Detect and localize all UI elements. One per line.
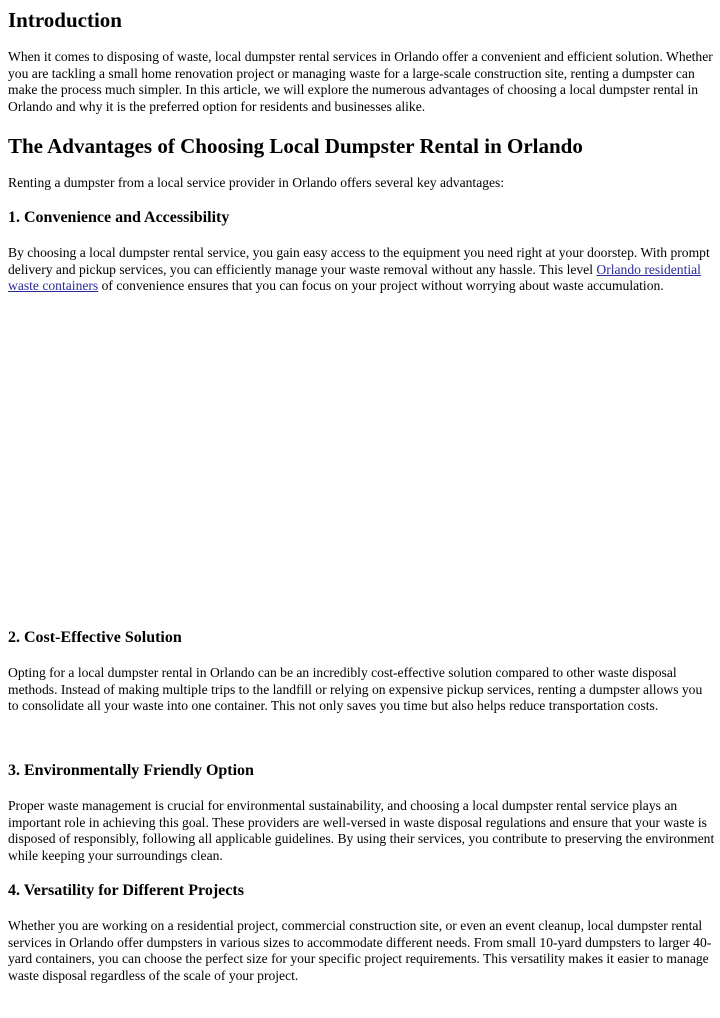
cost-effective-paragraph: Opting for a local dumpster rental in Orlando can be an incredibly cost-effective solution compared to other waste disposal methods. Instead of making multiple trips to the landfill or relying on expensive pickup services, renting a dumpster allows you to consolidate all your waste into one container. This not only saves you time but also helps reduce transportation costs. <box>8 665 703 714</box>
intro-paragraph: When it comes to disposing of waste, local dumpster rental services in Orlando offer a convenient and efficient solution. Whether you are tackling a small home renovation project or managing waste for a large-scale construction site, renting a dumpster can make the process much simpler. In this article, we will explore the numerous advantages of choosing a local dumpster rental in Orlando and why it is the preferred option for residents and businesses alike. <box>8 49 713 114</box>
convenience-text-start: By choosing a local dumpster rental service, you gain easy access to the equipment you need right at your doorstep. With prompt delivery and pickup services, you can efficiently manage your waste removal without any hassle. This level <box>8 245 710 277</box>
orlando-residential-waste-containers-link[interactable]: Orlando residential waste containers <box>8 261 701 294</box>
versatility-paragraph: Whether you are working on a residential project, commercial construction site, or even an event cleanup, local dumpster rental services in Orlando offer dumpsters in various sizes to accommodate different needs. From small 10-yard dumpsters to larger 40-yard containers, you can choose the perfect size for your specific project requirements. This versatility makes it easier to manage waste disposal regardless of the scale of your project. <box>8 918 712 983</box>
environmentally-friendly-paragraph: Proper waste management is crucial for environmental sustainability, and choosing a local dumpster rental service plays an important role in achieving this goal. These providers are well-versed in waste disposal regulations and ensure that your waste is disposed of responsibly, following all applicable guidelines. By using their services, you contribute to preserving the environment while keeping your surroundings clean. <box>8 798 715 863</box>
heading-introduction: Introduction <box>8 8 122 32</box>
convenience-paragraph <box>8 245 716 295</box>
advantages-intro-paragraph: Renting a dumpster from a local service provider in Orlando offers several key advantages: <box>8 175 505 190</box>
heading-advantages: The Advantages of Choosing Local Dumpster Rental in Orlando <box>8 134 583 158</box>
convenience-text-end: of convenience ensures that you can focus on your project without worrying about waste accumulation. <box>98 278 664 294</box>
heading-environmentally-friendly: 3. Environmentally Friendly Option <box>8 762 254 779</box>
heading-versatility: 4. Versatility for Different Projects <box>8 882 244 899</box>
heading-convenience: 1. Convenience and Accessibility <box>8 209 230 226</box>
heading-cost-effective: 2. Cost-Effective Solution <box>8 629 182 646</box>
